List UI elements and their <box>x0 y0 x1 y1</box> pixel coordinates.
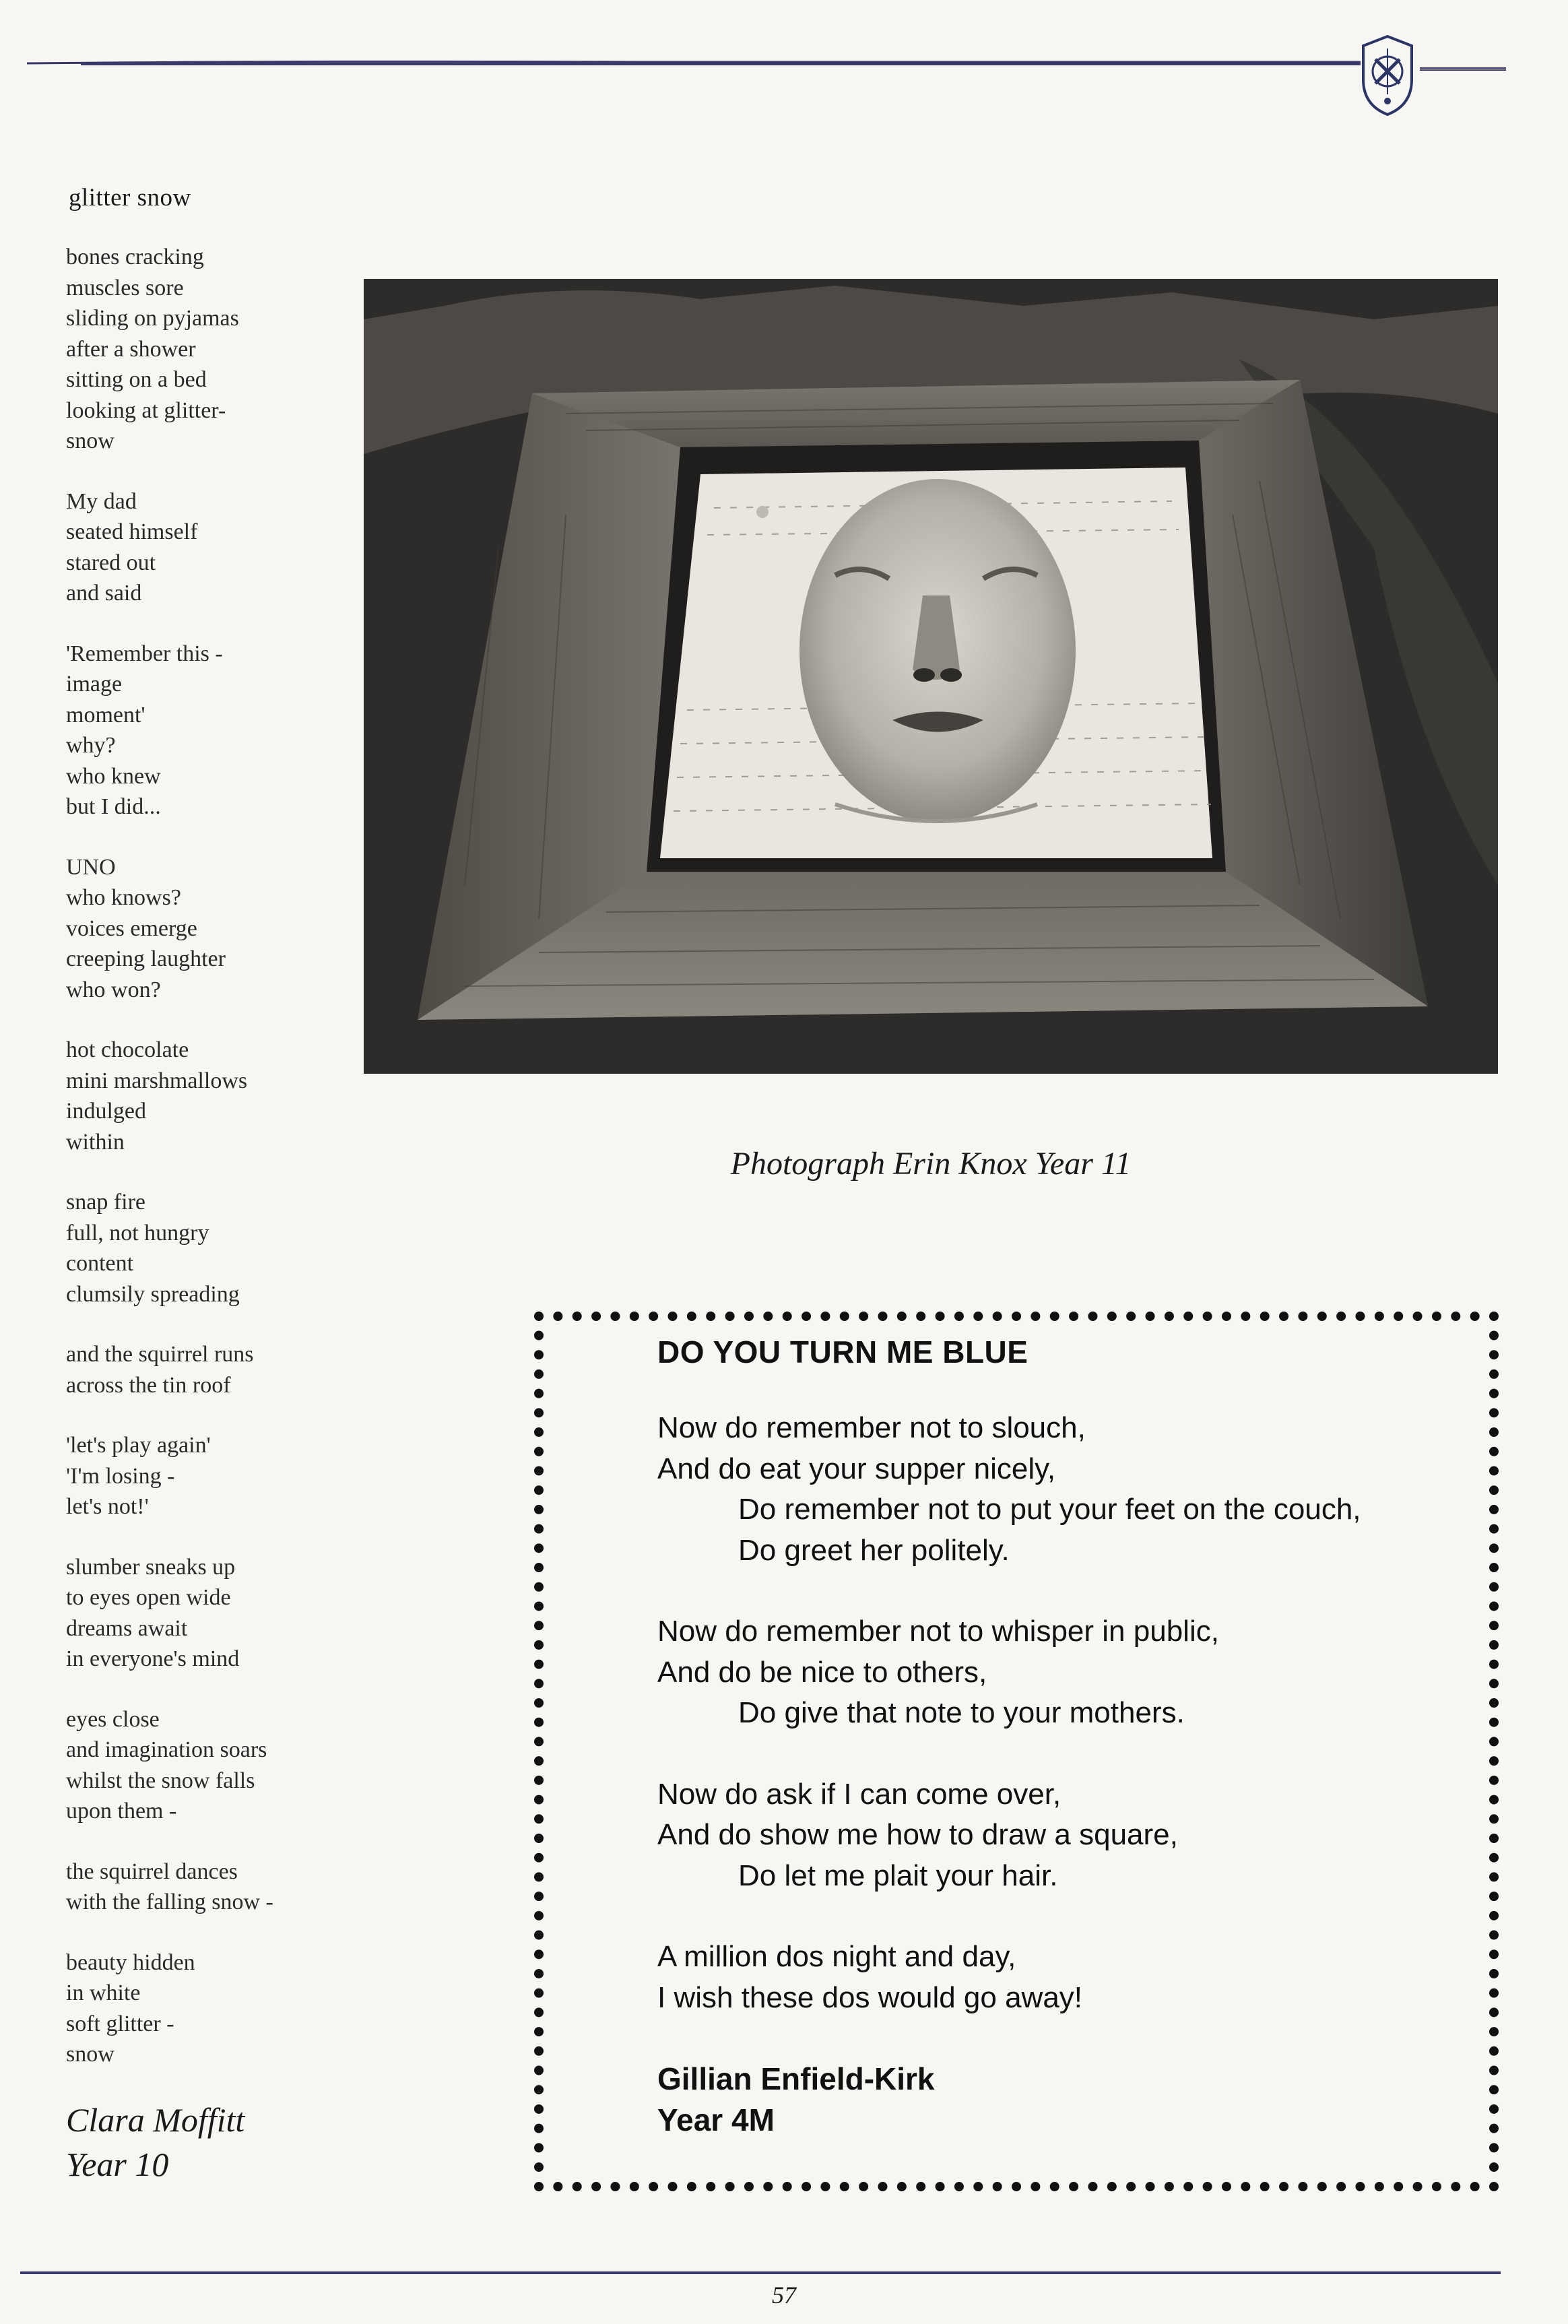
poem-line: My dad <box>66 488 137 514</box>
poem-line: seated himself <box>66 519 198 544</box>
poem-line: 'I'm losing - <box>66 1463 175 1489</box>
photograph-face-mask-in-frame <box>364 279 1498 1074</box>
poem-line: beauty hidden <box>66 1949 195 1975</box>
poem-line: and said <box>66 581 142 606</box>
poem-line: sliding on pyjamas <box>66 306 239 331</box>
stanza <box>66 639 356 822</box>
poem-line: and imagination soars <box>66 1737 267 1762</box>
poem-line: in everyone's mind <box>66 1646 240 1671</box>
poem-line: Do let me plait your hair. <box>738 1859 1058 1892</box>
poem-title: glitter snow <box>69 184 191 212</box>
poem-line: A million dos night and day, <box>657 1940 1016 1973</box>
stanza <box>657 1937 1466 2018</box>
poem-line: And do eat your supper nicely, <box>657 1452 1056 1485</box>
poem-line: whilst the snow falls <box>66 1768 255 1793</box>
poem-line: why? <box>66 733 116 758</box>
poem-line: snow <box>66 2042 115 2067</box>
poem-line: clumsily spreading <box>66 1281 240 1307</box>
poem-line: content <box>66 1251 134 1276</box>
stanza <box>657 1611 1466 1734</box>
poem-line: looking at glitter- <box>66 397 226 423</box>
poem-line: to eyes open wide <box>66 1585 231 1610</box>
boxed-poem-title: DO YOU TURN ME BLUE <box>657 1334 1028 1369</box>
poem-line: the squirrel dances <box>66 1859 238 1884</box>
poem-line: stared out <box>66 550 156 575</box>
poem-line: full, not hungry <box>66 1220 209 1246</box>
poem-line: UNO <box>66 854 116 880</box>
poem-line: across the tin roof <box>66 1372 231 1398</box>
stanza <box>66 1552 356 1675</box>
header-rule <box>27 59 1361 66</box>
boxed-poem-content <box>657 1334 1466 2141</box>
footer-rule <box>20 2271 1501 2274</box>
poem-author-year: Year 10 <box>66 2145 169 2183</box>
poem-line: creeping laughter <box>66 946 226 971</box>
poem-line: image <box>66 672 123 697</box>
photo-caption: Photograph Erin Knox Year 11 <box>730 1146 1132 1182</box>
poem-line: who knew <box>66 763 161 789</box>
poem-line: in white <box>66 1980 141 2005</box>
poem-line: 'Remember this - <box>66 641 223 666</box>
stanza <box>66 852 356 1006</box>
stanza <box>66 1947 356 2070</box>
poem-line: hot chocolate <box>66 1037 189 1062</box>
stanza <box>66 242 356 457</box>
poem-line: And do be nice to others, <box>657 1655 987 1689</box>
poem-line: muscles sore <box>66 275 184 300</box>
poem-line: mini marshmallows <box>66 1068 248 1093</box>
poem-line: moment' <box>66 702 145 728</box>
poem-glitter-snow <box>66 183 356 2185</box>
poem-line: indulged <box>66 1099 146 1124</box>
poem-line: and the squirrel runs <box>66 1342 254 1367</box>
stanza <box>657 1774 1466 1897</box>
poem-line: Now do remember not to whisper in public, <box>657 1615 1219 1648</box>
poem-line: with the falling snow - <box>66 1890 273 1914</box>
page-number: 57 <box>772 2282 796 2309</box>
school-crest-icon <box>1359 32 1416 119</box>
poem-stanzas <box>66 242 356 2070</box>
poem-line: soft glitter - <box>66 2011 174 2036</box>
stanza <box>66 1187 356 1310</box>
poem-line: who knows? <box>66 885 181 910</box>
poem-line: Do greet her politely. <box>738 1533 1010 1567</box>
poem-line: 'let's play again' <box>66 1433 211 1458</box>
poem-line: within <box>66 1129 125 1155</box>
poem-line: eyes close <box>66 1706 160 1732</box>
stanza <box>66 486 356 609</box>
stanza <box>66 1035 356 1157</box>
header-rule-right <box>1420 66 1506 71</box>
poem-line: snow <box>66 428 115 453</box>
stanza <box>66 1857 356 1918</box>
stanza <box>66 1704 356 1827</box>
poem-line: I wish these dos would go away! <box>657 1980 1083 2014</box>
poem-author: Clara Moffitt <box>66 2100 245 2139</box>
stanza <box>66 1430 356 1522</box>
poem-line: but I did... <box>66 794 161 819</box>
stanza <box>657 1408 1466 1571</box>
poem-line: And do show me how to draw a square, <box>657 1818 1178 1851</box>
poem-line: voices emerge <box>66 915 197 941</box>
poem-line: Do give that note to your mothers. <box>738 1696 1185 1729</box>
poem-line: Now do remember not to slouch, <box>657 1411 1086 1444</box>
poem-line: Do remember not to put your feet on the couch, <box>738 1493 1361 1526</box>
poem-line: who won? <box>66 977 161 1002</box>
boxed-poem-author: Gillian Enfield-Kirk <box>657 2061 935 2096</box>
poem-line: let's not!' <box>66 1494 149 1519</box>
poem-line: after a shower <box>66 336 196 362</box>
poem-line: Now do ask if I can come over, <box>657 1777 1061 1811</box>
poem-line: sitting on a bed <box>66 367 207 392</box>
poem-do-you-turn-me-blue <box>532 1310 1501 2193</box>
poem-line: snap fire <box>66 1190 146 1215</box>
poem-line: upon them - <box>66 1799 177 1823</box>
stanza <box>66 1339 356 1400</box>
poem-line: dreams await <box>66 1615 188 1641</box>
boxed-poem-stanzas <box>657 1408 1466 2018</box>
poem-line: slumber sneaks up <box>66 1554 236 1580</box>
boxed-poem-author-year: Year 4M <box>657 2102 775 2137</box>
poem-line: bones cracking <box>66 245 204 269</box>
